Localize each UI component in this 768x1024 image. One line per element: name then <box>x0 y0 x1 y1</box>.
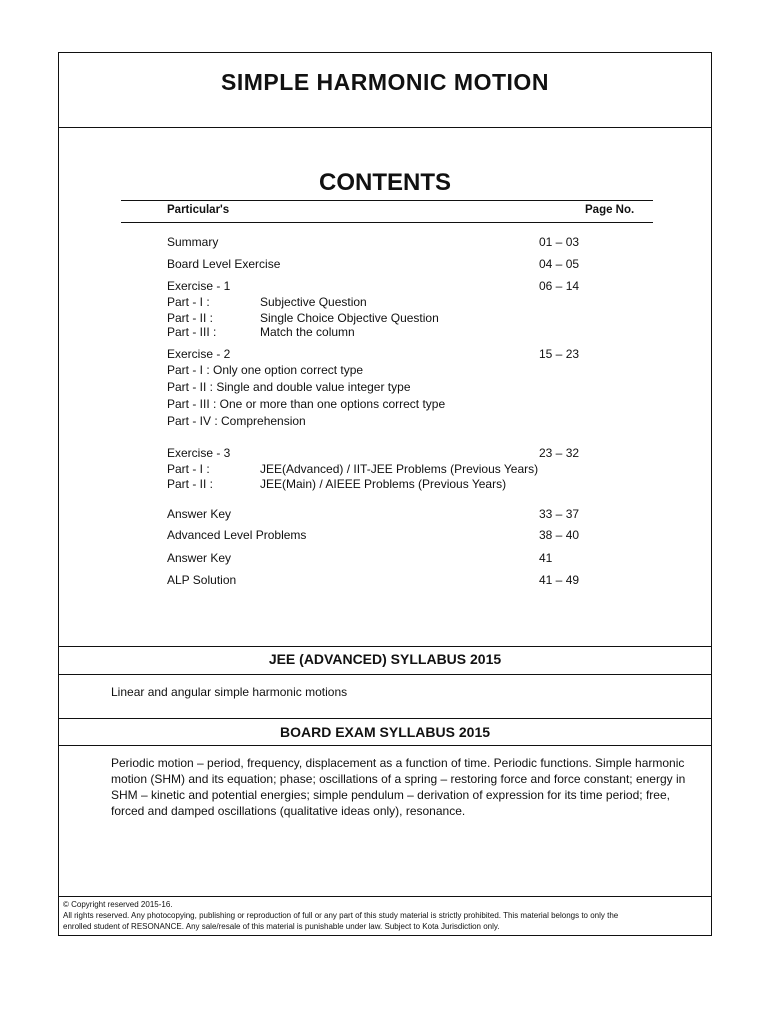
column-particulars: Particular's <box>167 204 230 216</box>
title-divider <box>59 127 711 128</box>
toc-subpart-label: Part - II : <box>167 311 214 325</box>
toc-item-exercise-2: Exercise - 2 <box>167 347 231 361</box>
toc-item-answer-key: Answer Key <box>167 507 232 521</box>
page-title: SIMPLE HARMONIC MOTION <box>221 69 549 95</box>
toc-item-alp: Advanced Level Problems <box>167 528 307 542</box>
toc-item-exercise-3: Exercise - 3 <box>167 446 231 460</box>
section-divider <box>59 718 711 719</box>
jee-syllabus-text: Linear and angular simple harmonic motions <box>111 685 348 699</box>
contents-header-rule <box>121 222 653 223</box>
section-divider <box>59 745 711 746</box>
toc-subpart-label: Part - III : <box>167 325 217 339</box>
board-syllabus-heading: BOARD EXAM SYLLABUS 2015 <box>279 724 491 740</box>
rights-text: All rights reserved. Any photocopying, publishing or reproduction of full or any part of this study material is strictly prohibited. This material belongs to only the <box>63 911 619 920</box>
toc-page: 41 – 49 <box>539 573 580 587</box>
toc-subpart-label: Part - I : <box>167 462 210 476</box>
toc-page: 15 – 23 <box>539 347 580 361</box>
toc-page: 06 – 14 <box>539 279 580 293</box>
toc-subpart-desc: Single Choice Objective Question <box>260 311 439 325</box>
toc-page: 23 – 32 <box>539 446 580 460</box>
toc-item-alp-solution: ALP Solution <box>167 573 237 587</box>
toc-subpart-desc: Subjective Question <box>260 295 367 309</box>
toc-subpart: Part - II : Single and double value integer type <box>167 380 411 394</box>
toc-subpart: Part - IV : Comprehension <box>167 414 306 428</box>
toc-subpart-desc: JEE(Main) / AIEEE Problems (Previous Years) <box>260 477 507 491</box>
board-syllabus-line: forced and damped oscillations (qualitative ideas only), resonance. <box>111 804 466 818</box>
contents-title: CONTENTS <box>319 169 451 196</box>
contents-top-rule <box>121 200 653 201</box>
toc-item-board-level: Board Level Exercise <box>167 257 281 271</box>
toc-page: 33 – 37 <box>539 507 580 521</box>
jee-syllabus-heading: JEE (ADVANCED) SYLLABUS 2015 <box>268 651 502 667</box>
toc-page: 01 – 03 <box>539 235 580 249</box>
section-divider <box>59 646 711 647</box>
copyright-notice: © Copyright reserved 2015-16. <box>63 900 173 909</box>
toc-page: 38 – 40 <box>539 528 580 542</box>
board-syllabus-line: motion (SHM) and its equation; phase; oscillations of a spring – restoring force and force constant; energy in <box>111 772 686 786</box>
toc-subpart: Part - III : One or more than one options correct type <box>167 397 446 411</box>
toc-item-summary: Summary <box>167 235 219 249</box>
toc-page: 04 – 05 <box>539 257 580 271</box>
toc-subpart-desc: Match the column <box>260 325 355 339</box>
toc-subpart-desc: JEE(Advanced) / IIT-JEE Problems (Previous Years) <box>260 462 539 476</box>
page-frame <box>58 52 712 936</box>
board-syllabus-line: SHM – kinetic and potential energies; simple pendulum – derivation of expression for its time period; free, <box>111 788 670 802</box>
rights-text: enrolled student of RESONANCE. Any sale/resale of this material is punishable under law. Subject to Kota Jurisdiction only. <box>63 922 500 931</box>
toc-item-answer-key-2: Answer Key <box>167 551 232 565</box>
board-syllabus-line: Periodic motion – period, frequency, displacement as a function of time. Periodic functions. Simple harmonic <box>111 756 685 770</box>
column-page-no: Page No. <box>585 204 635 216</box>
toc-subpart: Part - I : Only one option correct type <box>167 363 364 377</box>
footer-divider <box>59 896 711 897</box>
section-divider <box>59 674 711 675</box>
toc-item-exercise-1: Exercise - 1 <box>167 279 231 293</box>
toc-subpart-label: Part - II : <box>167 477 214 491</box>
toc-page: 41 <box>539 551 553 565</box>
toc-subpart-label: Part - I : <box>167 295 210 309</box>
